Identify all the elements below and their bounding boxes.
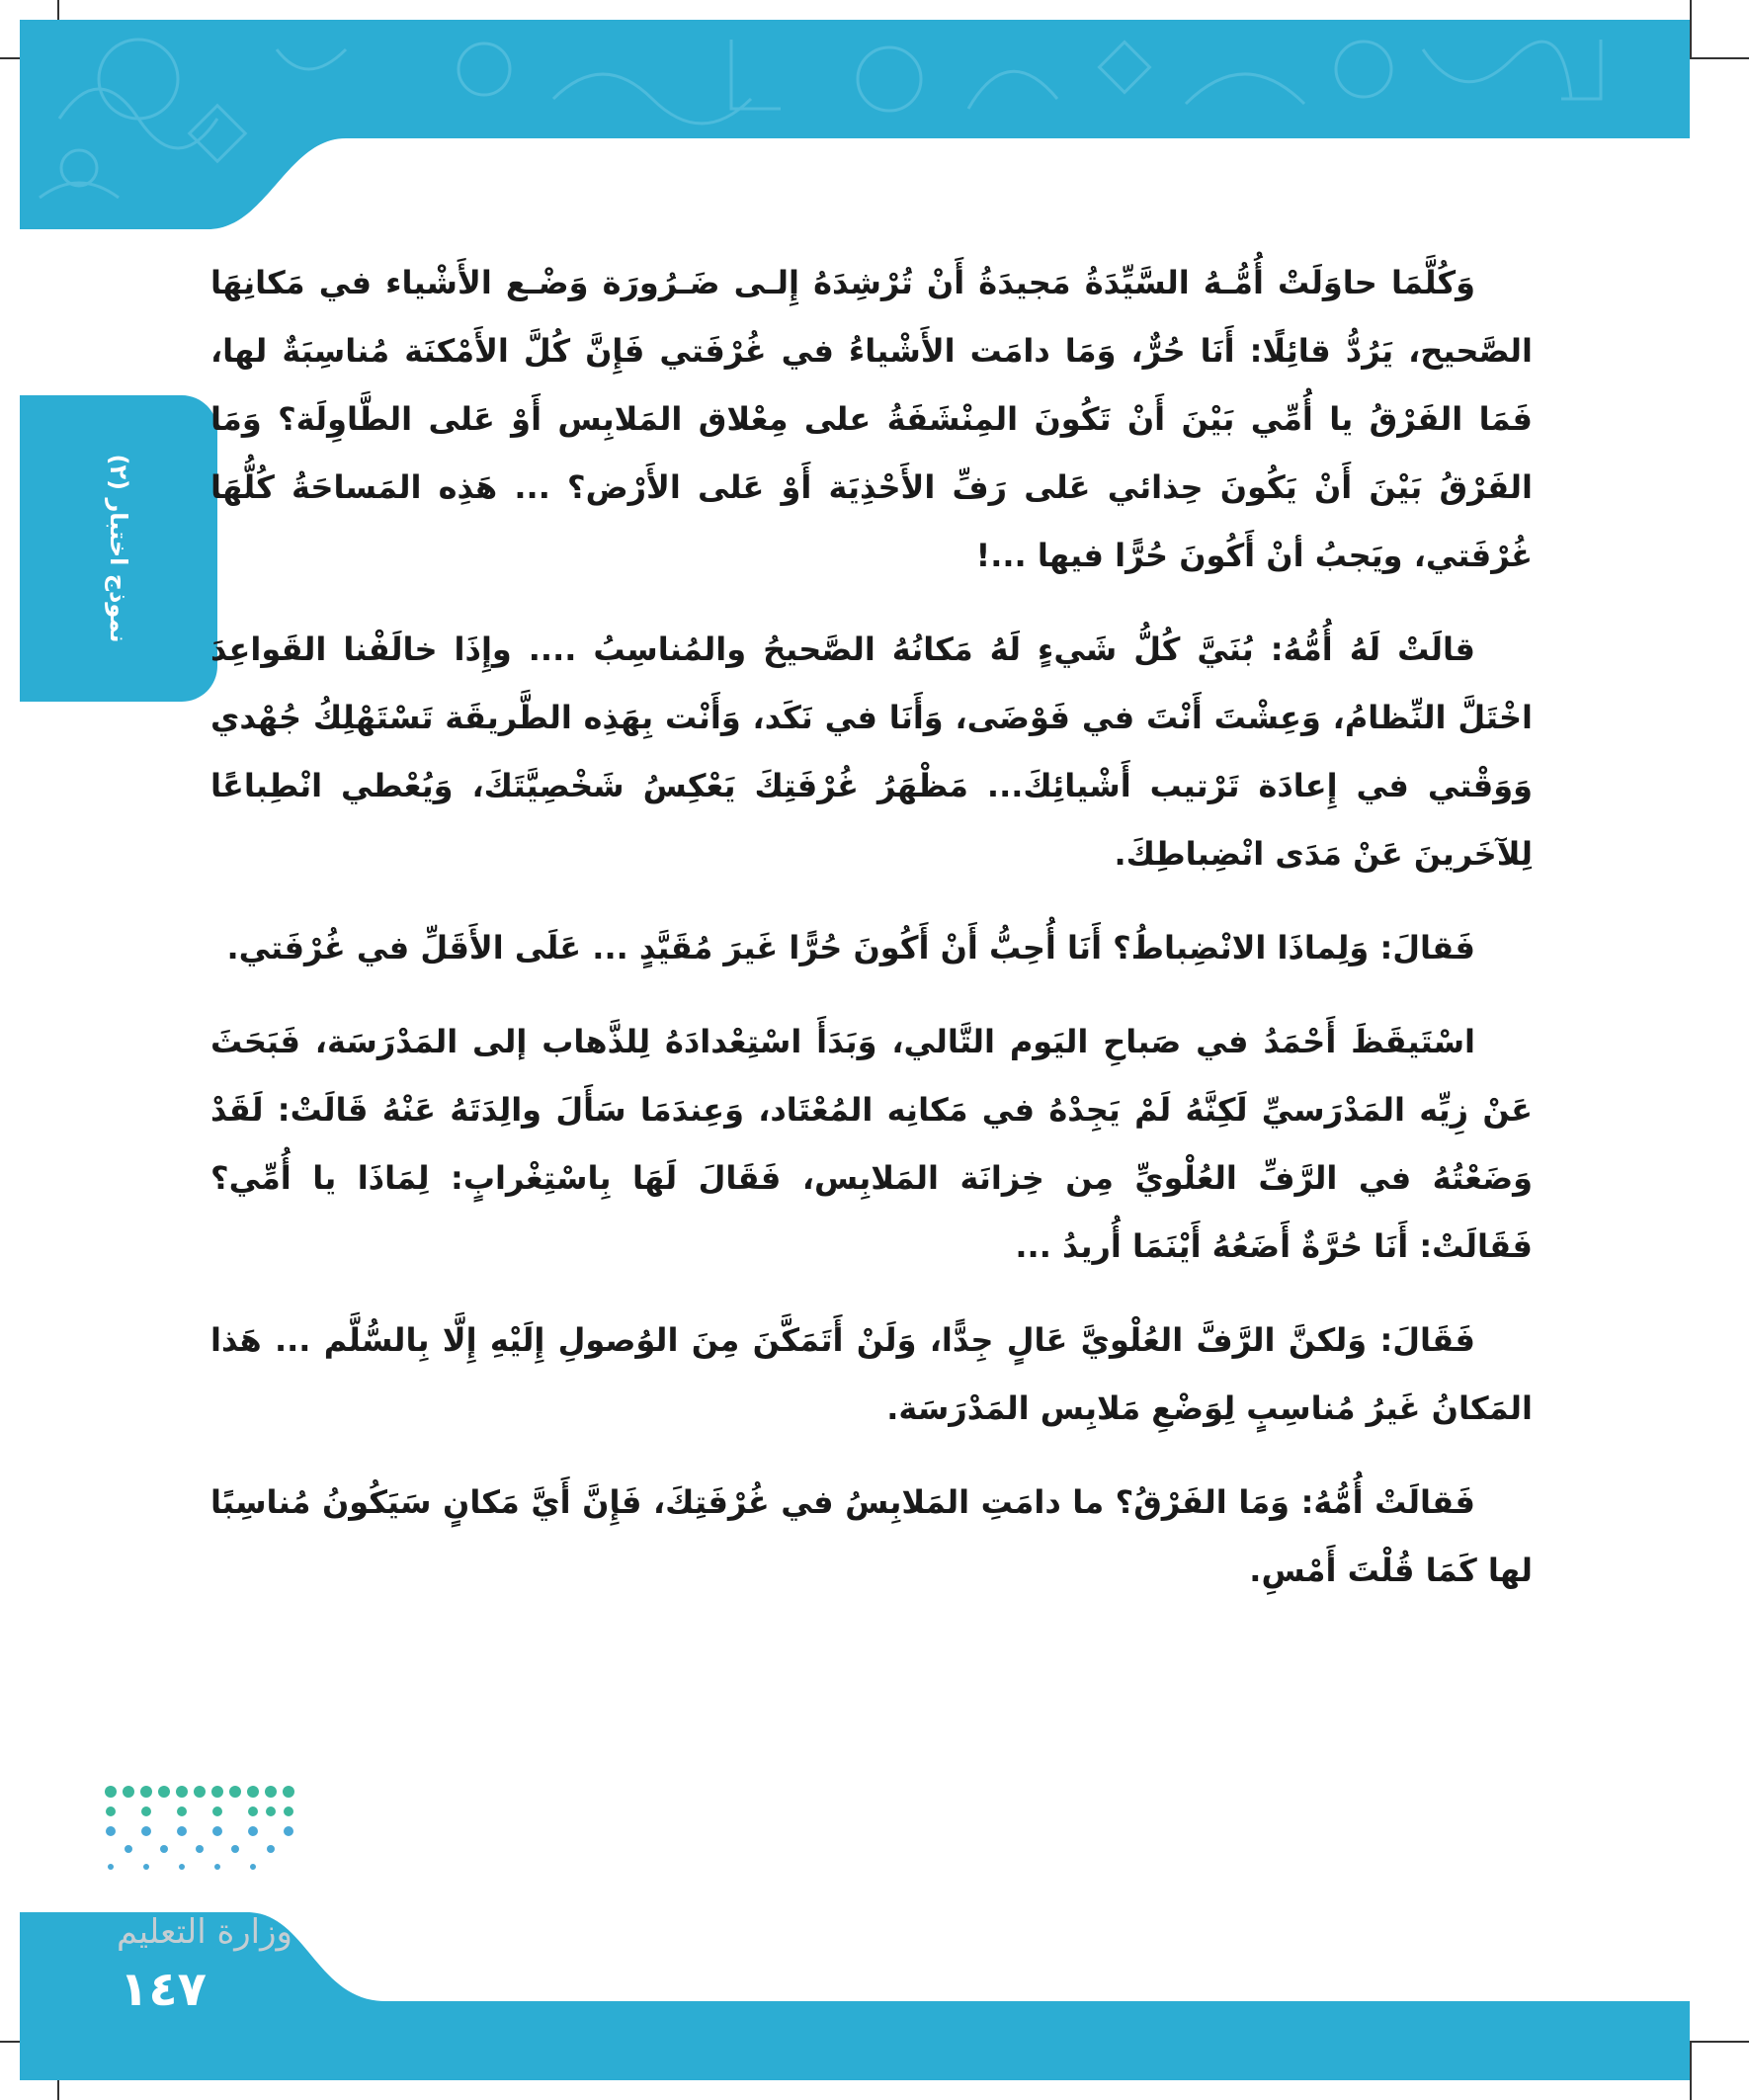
side-tab — [20, 395, 217, 702]
paragraph-4: اسْتَيقَظَ أَحْمَدُ في صَباحِ اليَوم التَّالي، وَبَدَأَ اسْتِعْدادَهُ لِلذَّهاب إلى المَدْرَسَة، فَبَحَثَ عَنْ زِيِّه المَدْرَسيِّ لَكِنَّهُ لَمْ يَجِدْهُ في مَكانِه المُعْتَاد، وَعِندَمَا سَأَلَ والِدَتَهُ عَنْهُ قَالَتْ: لَقَدْ وَضَعْتُهُ في الرَّفِّ العُلْويِّ مِن خِزانَة المَلابِس، فَقَالَ لَهَا بِاسْتِغْرابٍ: لِمَاذَا يا أُمِّي؟ فَقَالَتْ: أَنَا حُرَّةٌ أَضَعُهُ أَيْنَمَا أُريدُ ... — [210, 1023, 1533, 1265]
crop-mark — [1690, 0, 1692, 59]
crop-mark — [1690, 2041, 1749, 2043]
top-banner — [20, 20, 1690, 229]
crop-mark — [1690, 2041, 1692, 2100]
paragraph-1: وَكُلَّمَا حاوَلَتْ أُمُّـهُ السَّيِّدَةُ مَجيدَةُ أَنْ تُرْشِدَهُ إِلـى ضَـرُورَة وَضْـع الأَشْياء في مَكانِهَا الصَّحيح، يَرُدُّ قائِلًا: أَنَا حُرٌّ، وَمَا دامَت الأَشْياءُ في غُرْفَتي فَإِنَّ كُلَّ الأَمْكنَة مُناسِبَةٌ لها، فَمَا الفَرْقُ يا أُمِّي بَيْنَ أَنْ تَكُونَ المِنْشَفَةُ على مِعْلاق المَلابِس أَوْ عَلى الطَّاوِلَة؟ وَمَا الفَرْقُ بَيْنَ أَنْ يَكُونَ حِذائي عَلى رَفِّ الأَحْذِيَة أَوْ عَلى الأَرْض؟ ... هَذِه المَساحَةُ كُلُّهَا غُرْفَتي، ويَجبُ أنْ أَكُونَ حُرًّا فيها ...! — [210, 264, 1533, 574]
page-number: ١٤٧ — [120, 1962, 207, 2017]
paragraph-2: قالَتْ لَهُ أُمُّهُ: بُنَيَّ كُلُّ شَيءٍ لَهُ مَكانُهُ الصَّحيحُ والمُناسِبُ .... وإِذَا خالَفْنا القَواعِدَ اخْتَلَّ النِّظامُ، وَعِشْتَ أَنْتَ في فَوْضَى، وَأَنَا في نَكَد، وَأَنْت بِهَذِه الطَّريقَة تَسْتَهْلِكُ جُهْدي وَوَقْتي في إِعادَة تَرْتيب أَشْيائِكَ... مَظْهَرُ غُرْفَتِكَ يَعْكِسُ شَخْصِيَّتَكَ، وَيُعْطي انْطِباعًا لِلآخَرينَ عَنْ مَدَى انْضِباطِكَ. — [210, 630, 1533, 873]
paragraph-5: فَقَالَ: وَلكنَّ الرَّفَّ العُلْويَّ عَالٍ جِدًّا، وَلَنْ أَتَمَكَّنَ مِنَ الوُصولِ إِلَيْهِ إِلَّا بِالسُّلَّم ... هَذا المَكانُ غَيرُ مُناسِبٍ لِوَضْعِ مَلابِس المَدْرَسَة. — [210, 1321, 1533, 1427]
logo-text: وزارة التعليم — [117, 1912, 292, 1952]
crop-mark — [1690, 57, 1749, 59]
top-banner-shape — [20, 20, 1690, 229]
paragraph-3: فَقالَ: وَلِماذَا الانْضِباطُ؟ أَنَا أُحِبُّ أَنْ أَكُونَ حُرًّا غَيرَ مُقَيَّدٍ ... عَلَى الأَقَلِّ في غُرْفَتي. — [226, 929, 1475, 966]
ministry-logo — [91, 1774, 318, 1952]
side-tab-label: نموذج اختبار (٢) — [105, 454, 132, 643]
paragraph-6: فَقالَتْ أُمُّهُ: وَمَا الفَرْقُ؟ ما دامَتِ المَلابِسُ في غُرْفَتِكَ، فَإِنَّ أَيَّ مَكانٍ سَيَكُونُ مُناسِبًا لها كَمَا قُلْتَ أَمْسِ. — [210, 1483, 1533, 1589]
logo-dots-icon — [91, 1774, 318, 1902]
story-text — [210, 249, 1533, 1631]
